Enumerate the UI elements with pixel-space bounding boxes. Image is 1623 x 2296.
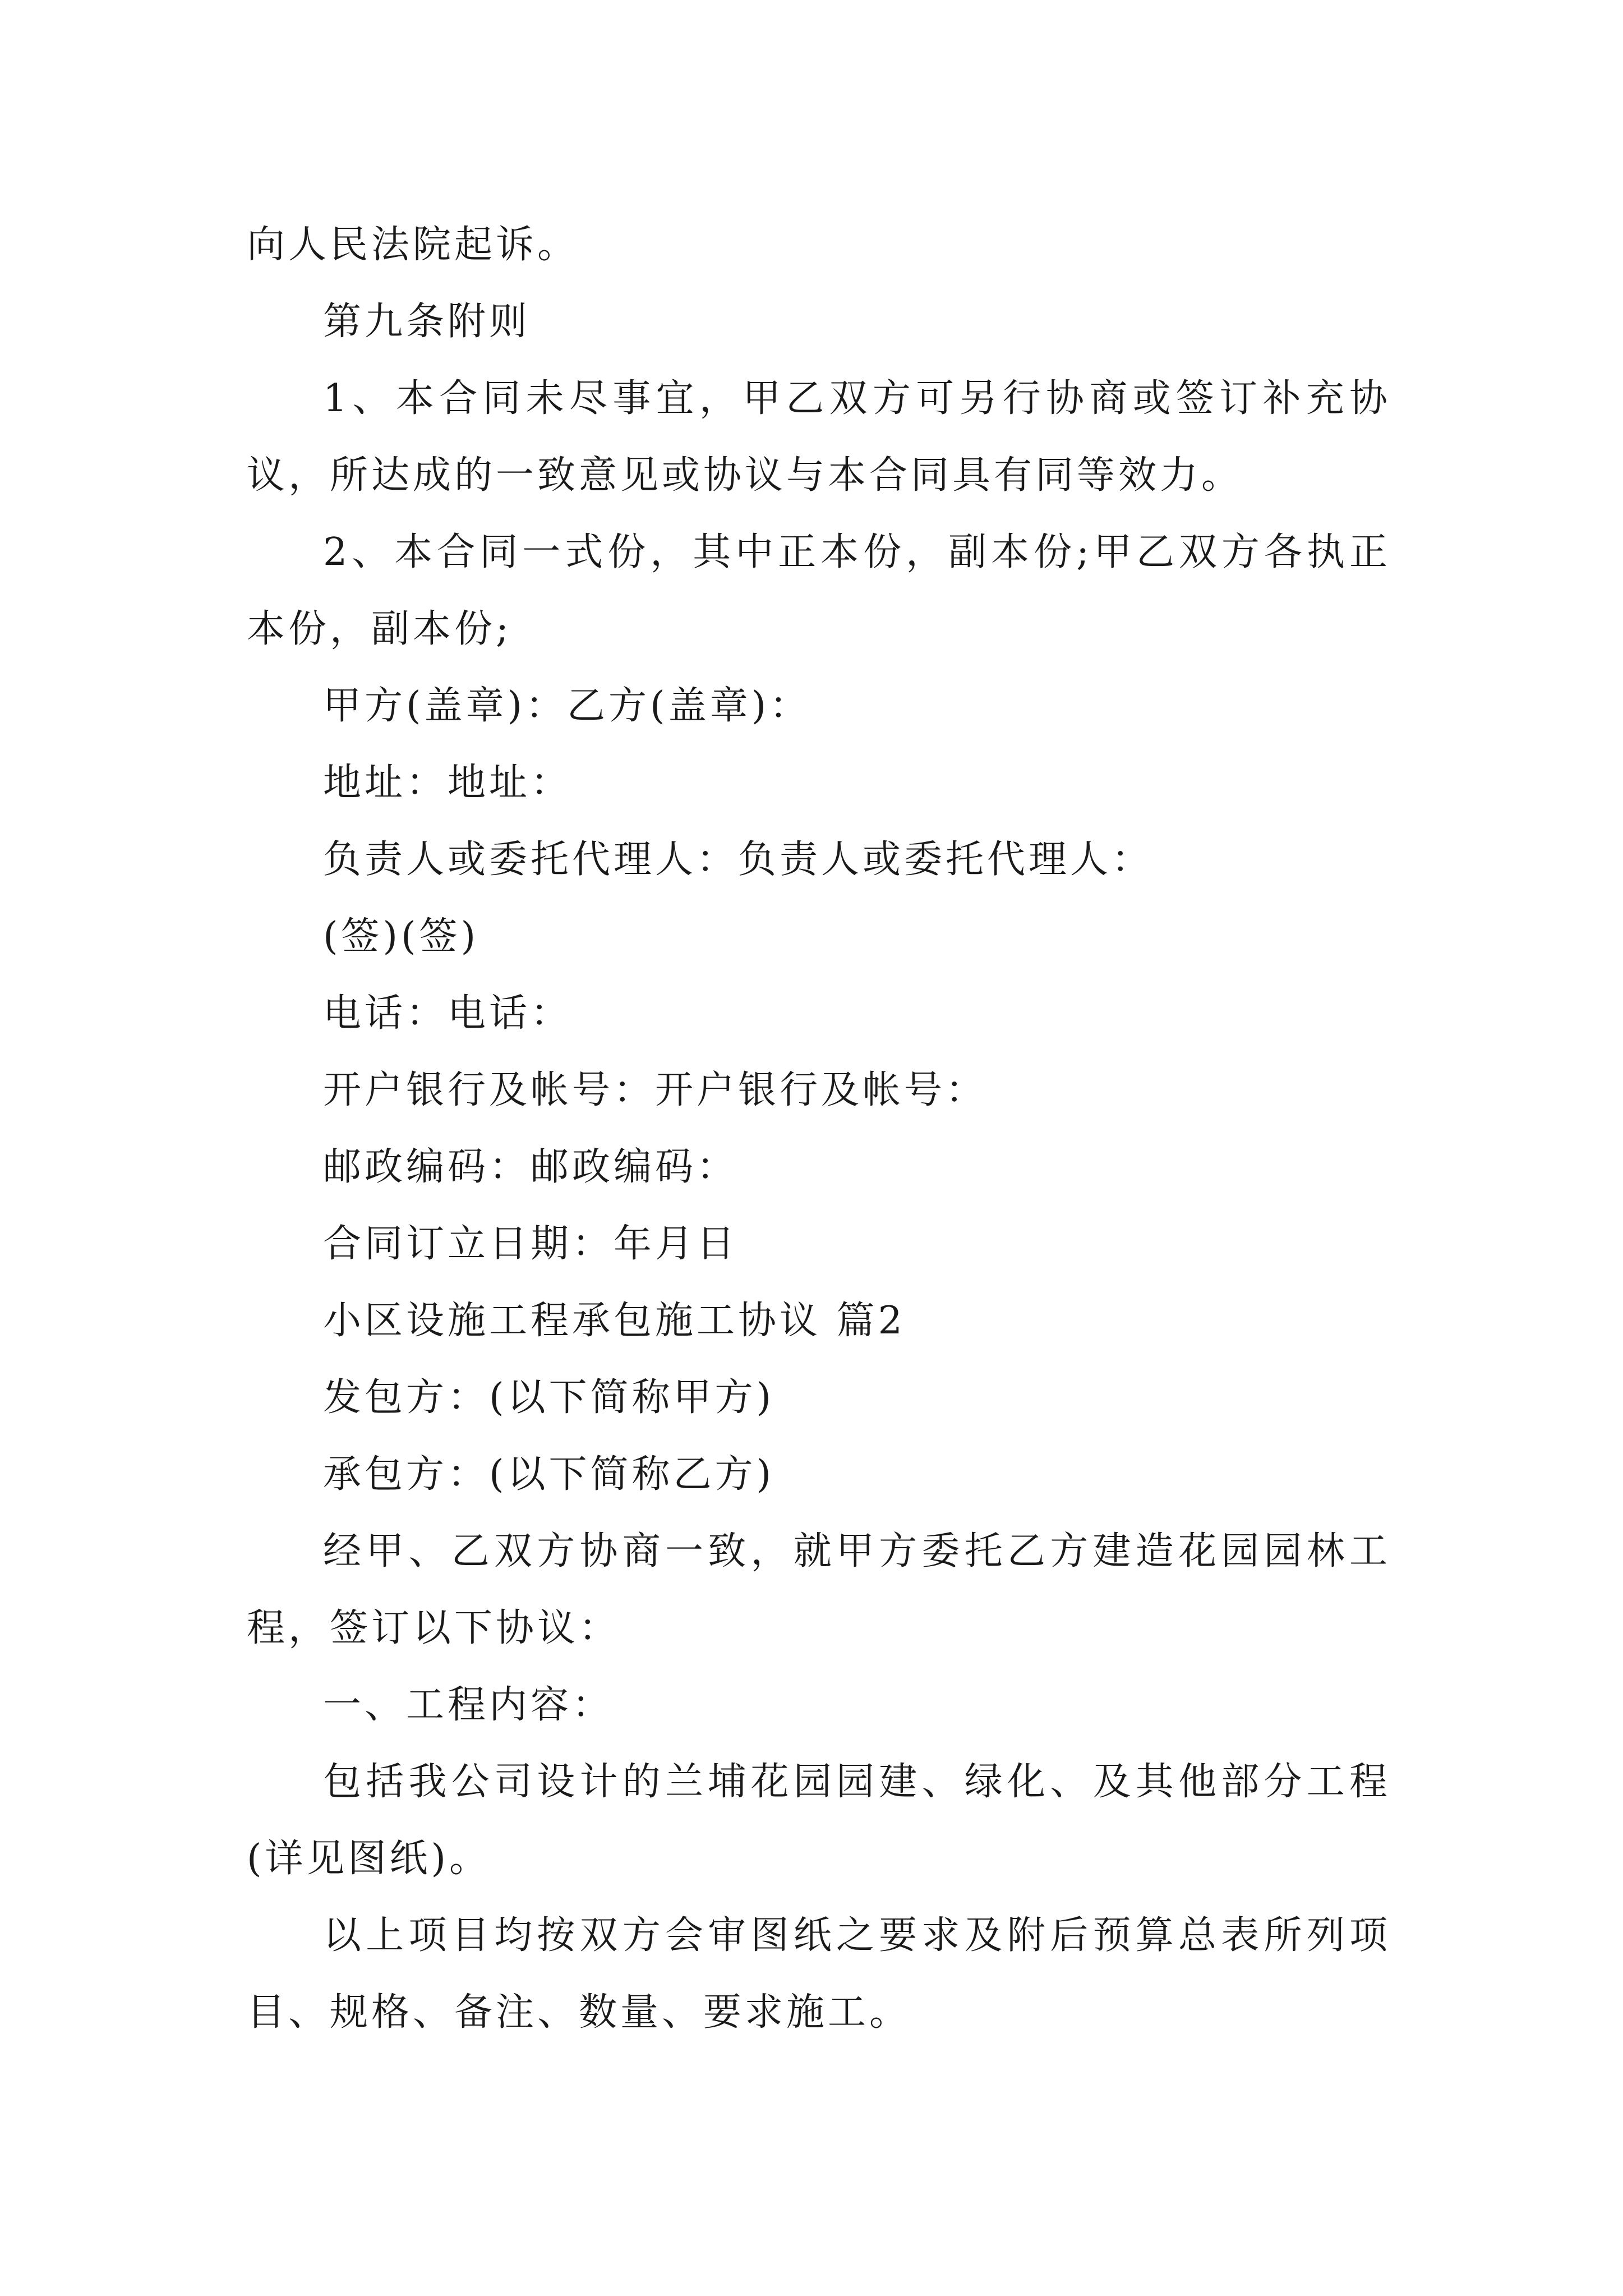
paragraph-contract-date: 合同订立日期：年月日 [323,1222,739,1266]
paragraph-address: 地址：地址： [323,761,573,805]
paragraph-clause-2: 2、本合同一式份，其中正本份，副本份;甲乙双方各执正本份，副本份; [247,530,1391,651]
paragraph-work-content-heading: 一、工程内容： [323,1683,614,1727]
paragraph-work-requirements: 以上项目均按双方会审图纸之要求及附后预算总表所列项目、规格、备注、数量、要求施工。 [247,1913,1391,2035]
paragraph-party-b: 承包方：(以下简称乙方) [323,1452,775,1497]
paragraph-article-9-heading: 第九条附则 [323,300,531,344]
paragraph-postal-code: 邮政编码：邮政编码： [323,1145,739,1189]
paragraph-signatures: (签)(签) [323,914,479,959]
paragraph-work-content: 包括我公司设计的兰埔花园园建、绿化、及其他部分工程(详见图纸)。 [247,1760,1391,1881]
paragraph-agreement-intro: 经甲、乙双方协商一致，就甲方委托乙方建造花园园林工程，签订以下协议： [247,1529,1391,1650]
document-body [247,206,1391,2051]
paragraph-section-title: 小区设施工程承包施工协议 篇2 [323,1299,906,1343]
paragraph-clause-1: 1、本合同未尽事宜，甲乙双方可另行协商或签订补充协议，所达成的一致意见或协议与本合同具有同等效力。 [247,376,1391,498]
paragraph-bank-account: 开户银行及帐号：开户银行及帐号： [323,1068,988,1112]
paragraph-party-a: 发包方：(以下简称甲方) [323,1375,775,1420]
paragraph-seals: 甲方(盖章)：乙方(盖章)： [323,684,811,728]
paragraph-lawsuit-tail: 向人民法院起诉。 [247,223,579,267]
paragraph-representative: 负责人或委托代理人：负责人或委托代理人： [323,838,1154,882]
paragraph-phone: 电话：电话： [323,991,573,1036]
